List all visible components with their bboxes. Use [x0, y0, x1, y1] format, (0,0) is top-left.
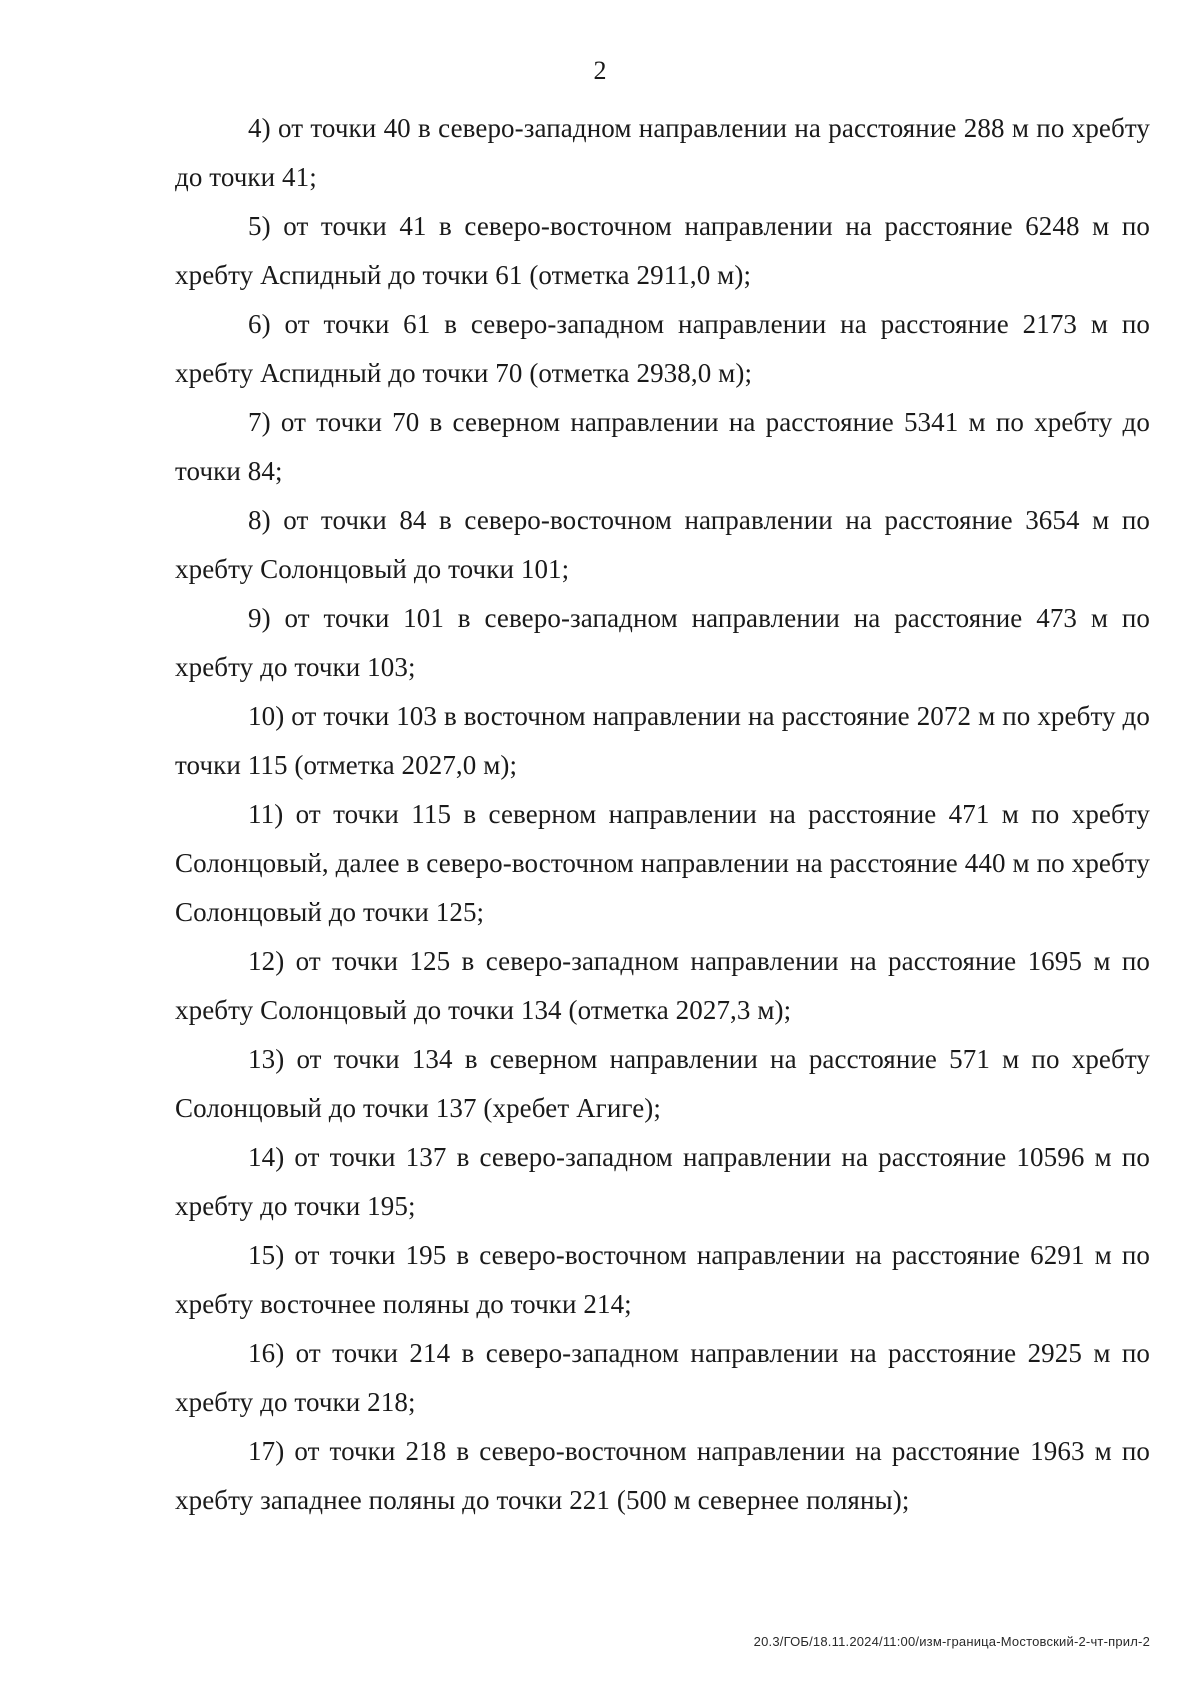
document-body [175, 104, 1150, 1525]
paragraph-item-7: 7) от точки 70 в северном направлении на расстояние 5341 м по хребту до точки 84; [175, 407, 1150, 486]
paragraph-item-10: 10) от точки 103 в восточном направлении на расстояние 2072 м по хребту до точки 115 (отметка 2027,0 м); [175, 701, 1150, 780]
paragraph-item-9: 9) от точки 101 в северо-западном направлении на расстояние 473 м по хребту до точки 103; [175, 603, 1150, 682]
paragraph-item-8: 8) от точки 84 в северо-восточном направлении на расстояние 3654 м по хребту Солонцовый до точки 101; [175, 505, 1150, 584]
paragraph-item-13: 13) от точки 134 в северном направлении на расстояние 571 м по хребту Солонцовый до точки 137 (хребет Агиге); [175, 1044, 1150, 1123]
paragraph-item-11: 11) от точки 115 в северном направлении на расстояние 471 м по хребту Солонцовый, далее в северо-восточном направлении на расстояние 440 м по хребту Солонцовый до точки 125; [175, 799, 1150, 927]
paragraph-item-15: 15) от точки 195 в северо-восточном направлении на расстояние 6291 м по хребту восточнее поляны до точки 214; [175, 1240, 1150, 1319]
paragraph-item-12: 12) от точки 125 в северо-западном направлении на расстояние 1695 м по хребту Солонцовый до точки 134 (отметка 2027,3 м); [175, 946, 1150, 1025]
paragraph-item-17: 17) от точки 218 в северо-восточном направлении на расстояние 1963 м по хребту западнее поляны до точки 221 (500 м севернее поляны); [175, 1436, 1150, 1515]
paragraph-item-14: 14) от точки 137 в северо-западном направлении на расстояние 10596 м по хребту до точки 195; [175, 1142, 1150, 1221]
page-number: 2 [593, 56, 607, 85]
document-footer-id: 20.3/ГОБ/18.11.2024/11:00/изм-граница-Мостовский-2-чт-прил-2 [753, 1634, 1150, 1649]
paragraph-item-4: 4) от точки 40 в северо-западном направлении на расстояние 288 м по хребту до точки 41; [175, 113, 1150, 192]
paragraph-item-5: 5) от точки 41 в северо-восточном направлении на расстояние 6248 м по хребту Аспидный до точки 61 (отметка 2911,0 м); [175, 211, 1150, 290]
paragraph-item-16: 16) от точки 214 в северо-западном направлении на расстояние 2925 м по хребту до точки 218; [175, 1338, 1150, 1417]
paragraph-item-6: 6) от точки 61 в северо-западном направлении на расстояние 2173 м по хребту Аспидный до точки 70 (отметка 2938,0 м); [175, 309, 1150, 388]
